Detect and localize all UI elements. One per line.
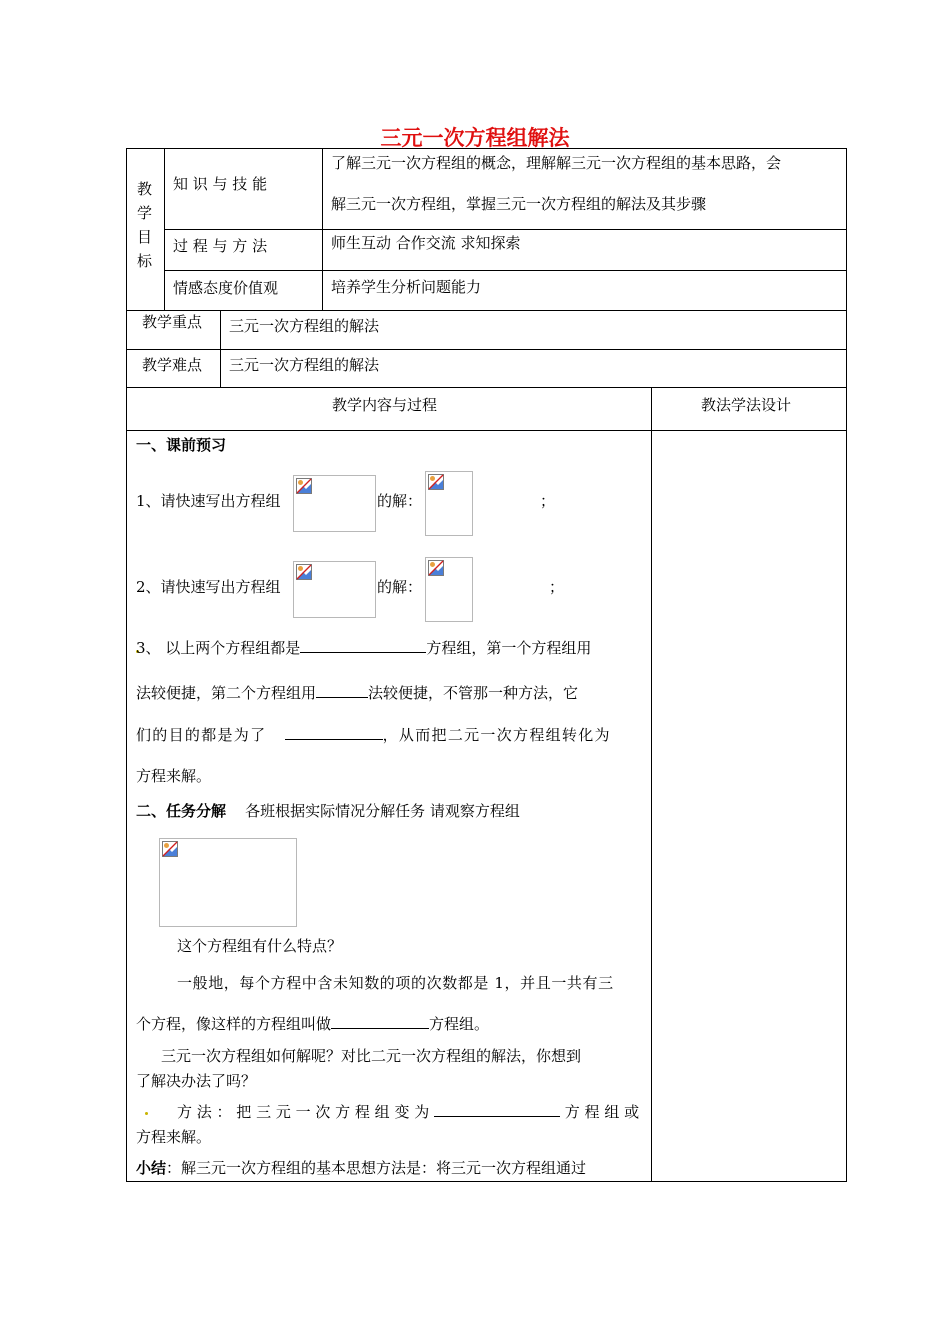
content-header: 教学内容与过程 [332, 396, 438, 414]
row-divider-objectives-1 [164, 229, 847, 230]
blank-5[interactable] [434, 1102, 560, 1117]
broken-image-icon [428, 560, 444, 576]
method-text-b: 方 程 组 或 [564, 1103, 640, 1121]
broken-image-icon [162, 841, 178, 857]
broken-image-icon [296, 564, 312, 580]
howto-line-1: 三元一次方程组如何解呢？对比二元一次方程组的解法，你想到 [161, 1047, 582, 1065]
equation-image-1 [293, 475, 376, 532]
summary-text: ：解三元一次方程组的基本思想方法是：将三元一次方程组通过 [166, 1159, 587, 1177]
col-divider-keypoint-label [220, 310, 221, 387]
equation-image-3 [159, 838, 297, 927]
feature-question: 这个方程组有什么特点？ [177, 937, 343, 955]
general-text-c: 方程组。 [429, 1015, 490, 1033]
objectives-label-2: 学 [137, 204, 153, 222]
general-text-b: 个方程，像这样的方程组叫做 [136, 1015, 332, 1033]
question-1-prefix: 1、请快速写出方程组 [136, 492, 281, 510]
col-divider-objectives [164, 148, 165, 310]
key-point-text: 三元一次方程组的解法 [229, 317, 380, 335]
question-3-line-2 [136, 683, 578, 702]
question-1-mid: 的解： [377, 492, 423, 510]
solution-image-2 [425, 557, 473, 622]
general-line-1: 一般地，每个方程中含未知数的项的次数都是 1，并且一共有三 [177, 974, 614, 992]
objectives-label-1: 教 [137, 180, 153, 198]
row-divider-objectives-end [126, 310, 847, 311]
process-method-label: 过 程 与 方 法 [173, 237, 268, 255]
row-divider-difficulty [126, 387, 847, 388]
howto-line-2: 了解决办法了吗？ [136, 1072, 257, 1090]
general-line-2 [136, 1014, 489, 1033]
col-divider-method [651, 387, 652, 1182]
question-3-line-1 [136, 638, 591, 657]
difficulty-text: 三元一次方程组的解法 [229, 356, 380, 374]
col-divider-objective-label [322, 148, 323, 310]
row-divider-header [126, 430, 847, 431]
emotion-value-label: 情感态度价值观 [173, 279, 279, 297]
difficulty-label: 教学难点 [142, 356, 203, 374]
method-line-1 [177, 1102, 639, 1121]
question-3-line-3 [136, 725, 611, 744]
question-3-text-c: 法较便捷，第二个方程组用 [136, 684, 317, 702]
solution-image-1 [425, 471, 473, 536]
question-3-text-a: 3、 以上两个方程组都是 [136, 639, 301, 657]
knowledge-skill-label: 知 识 与 技 能 [173, 175, 268, 193]
blank-2[interactable] [316, 683, 368, 698]
knowledge-skill-line-2: 解三元一次方程组，掌握三元一次方程组的解法及其步骤 [331, 195, 707, 213]
section-1-heading: 一、课前预习 [136, 436, 227, 454]
method-header: 教法学法设计 [701, 396, 792, 414]
section-2-text: 各班根据实际情况分解任务 请观察方程组 [245, 802, 520, 820]
section-2-line [136, 802, 520, 820]
objectives-label-4: 标 [137, 252, 153, 270]
process-method-text: 师生互动 合作交流 求知探索 [331, 234, 521, 252]
knowledge-skill-line-1: 了解三元一次方程组的概念，理解解三元一次方程组的基本思路，会 [331, 154, 782, 172]
equation-image-2 [293, 561, 376, 618]
key-point-label: 教学重点 [142, 313, 203, 331]
summary-label: 小结 [136, 1159, 167, 1177]
question-2-prefix: 2、请快速写出方程组 [136, 578, 281, 596]
question-3-text-f: ，从而把二元一次方程组转化为 [382, 726, 611, 744]
question-3-text-e: 们的目的都是为了 [136, 726, 267, 744]
marker-dot [145, 1112, 148, 1115]
row-divider-objectives-2 [164, 270, 847, 271]
blank-1[interactable] [300, 638, 426, 653]
question-1-end: ； [540, 492, 556, 510]
blank-3[interactable] [285, 725, 383, 740]
question-3-text-b: 方程组，第一个方程组用 [426, 639, 592, 657]
question-3-line-4: 方程来解。 [136, 767, 212, 785]
objectives-label-3: 目 [137, 228, 153, 246]
broken-image-icon [296, 478, 312, 494]
blank-4[interactable] [331, 1014, 429, 1029]
row-divider-keypoint [126, 349, 847, 350]
question-3-text-d: 法较便捷，不管那一种方法，它 [368, 684, 579, 702]
section-2-heading: 二、任务分解 [136, 802, 227, 820]
broken-image-icon [428, 474, 444, 490]
summary-line [136, 1159, 586, 1177]
method-text-a: 方 法 ： 把 三 元 一 次 方 程 组 变 为 [177, 1103, 430, 1121]
question-2-mid: 的解： [377, 578, 423, 596]
page-title: 三元一次方程组解法 [380, 126, 570, 150]
question-2-end: ； [549, 578, 565, 596]
emotion-value-text: 培养学生分析问题能力 [331, 278, 482, 296]
method-line-2: 方程来解。 [136, 1128, 212, 1146]
